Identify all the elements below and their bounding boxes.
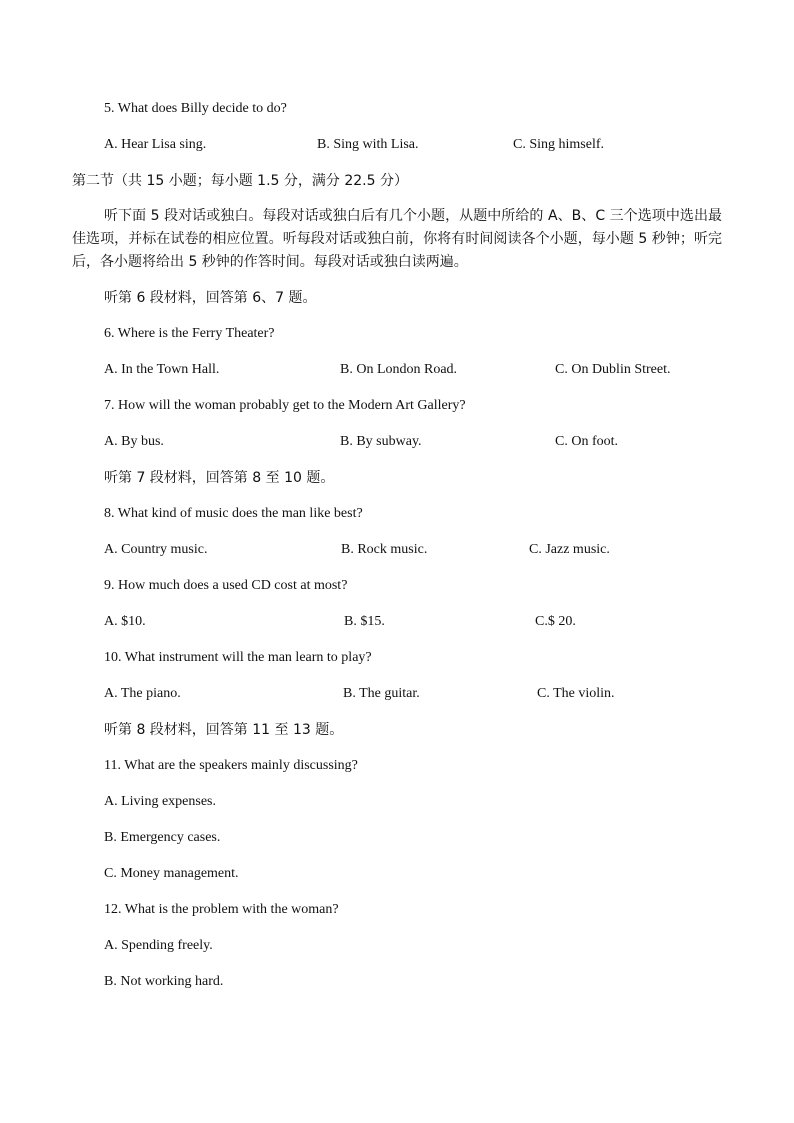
option-6b: B. On London Road. <box>340 362 458 377</box>
option-6a: A. In the Town Hall. <box>104 362 220 377</box>
option-10a: A. The piano. <box>104 686 181 701</box>
option-12b: B. Not working hard. <box>104 974 224 989</box>
question-12: 12. What is the problem with the woman? <box>104 902 339 917</box>
option-9c: C.$ 20. <box>535 614 576 629</box>
option-12a: A. Spending freely. <box>104 938 213 953</box>
option-7a: A. By bus. <box>104 434 164 449</box>
option-7c: C. On foot. <box>555 434 618 449</box>
option-7b: B. By subway. <box>340 434 422 449</box>
option-8b: B. Rock music. <box>341 542 428 557</box>
question-5: 5. What does Billy decide to do? <box>104 101 287 116</box>
option-11c: C. Money management. <box>104 866 239 881</box>
instructions-paragraph: 听下面 5 段对话或独白。每段对话或独白后有几个小题，从题中所给的 A、B、C 三个选项中选出最佳选项，并标在试卷的相应位置。听每段对话或独白前，你将有时间阅读各个小题，每小题 5 秒钟；听完后，各小题将给出 5 秒钟的作答时间。每段对话或独白读两遍。 <box>72 208 722 270</box>
option-5a: A. Hear Lisa sing. <box>104 137 207 152</box>
material-8-heading: 听第 8 段材料，回答第 11 至 13 题。 <box>104 722 344 738</box>
option-6c: C. On Dublin Street. <box>555 362 671 377</box>
question-7: 7. How will the woman probably get to the Modern Art Gallery? <box>104 398 466 413</box>
option-9a: A. $10. <box>104 614 146 629</box>
question-11: 11. What are the speakers mainly discussing? <box>104 758 358 773</box>
option-5c: C. Sing himself. <box>513 137 605 152</box>
question-8: 8. What kind of music does the man like best? <box>104 506 363 521</box>
question-6: 6. Where is the Ferry Theater? <box>104 326 275 341</box>
option-10b: B. The guitar. <box>343 686 420 701</box>
option-8c: C. Jazz music. <box>529 542 610 557</box>
section-header: 第二节（共 15 小题；每小题 1.5 分，满分 22.5 分） <box>72 173 408 189</box>
option-5b: B. Sing with Lisa. <box>317 137 419 152</box>
option-11b: B. Emergency cases. <box>104 830 221 845</box>
material-7-heading: 听第 7 段材料，回答第 8 至 10 题。 <box>104 470 335 486</box>
option-8a: A. Country music. <box>104 542 208 557</box>
option-10c: C. The violin. <box>537 686 615 701</box>
question-9: 9. How much does a used CD cost at most? <box>104 578 348 593</box>
option-11a: A. Living expenses. <box>104 794 216 809</box>
option-9b: B. $15. <box>344 614 385 629</box>
question-10: 10. What instrument will the man learn to play? <box>104 650 372 665</box>
material-6-heading: 听第 6 段材料，回答第 6、7 题。 <box>104 290 317 306</box>
